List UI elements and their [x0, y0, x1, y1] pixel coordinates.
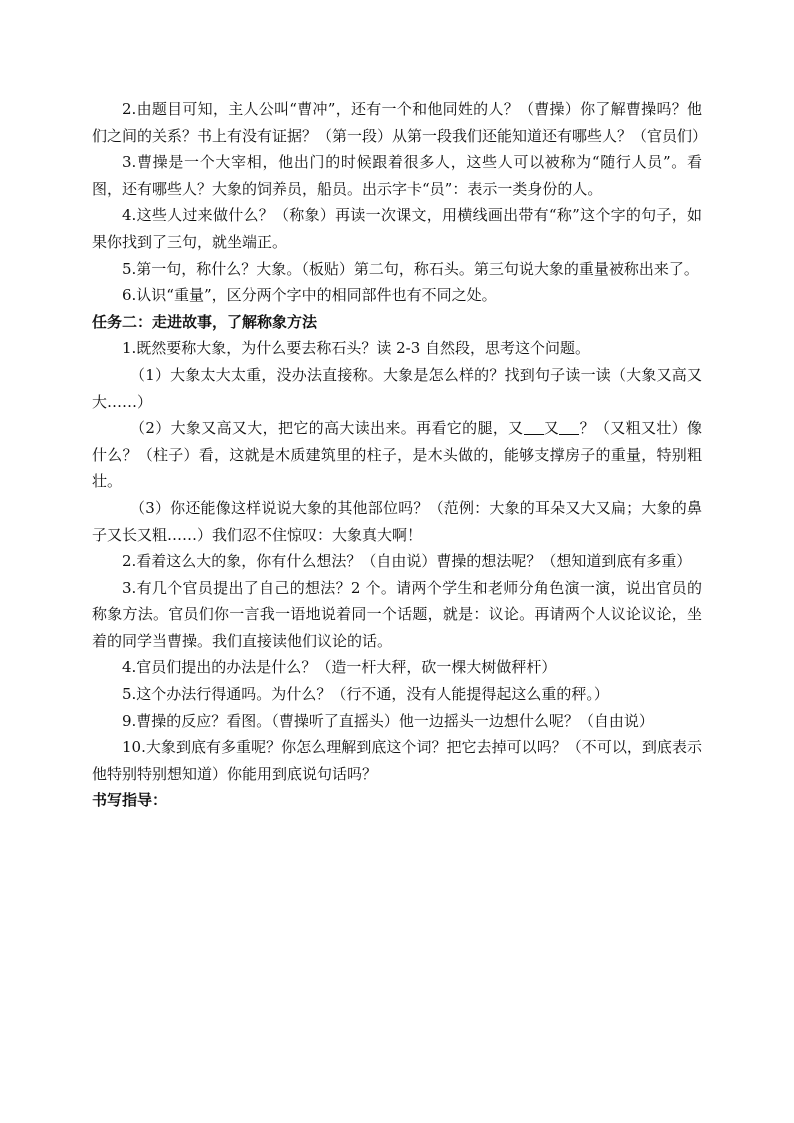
task2-item-2: 2.看着这么大的象，你有什么想法？（自由说）曹操的想法呢？（想知道到底有多重） — [122, 552, 692, 571]
task2-sub-2-part-a: （2）大象又高又大，把它的高大读出来。再看它的腿，又 — [130, 419, 524, 438]
task2-sub-3: （3）你还能像这样说说大象的其他部位吗？（范例：大象的耳朵又大又扁；大象的鼻子又长又粗……）我们忍不住惊叹：大象真大啊！ — [92, 498, 702, 544]
paragraph-5: 5.第一句，称什么？大象。（板贴）第二句，称石头。第三句说大象的重量被称出来了。 — [122, 259, 699, 278]
task2-sub-2-part-c: ？（又粗又壮）像什么？（柱子）看，这就是木质建筑里的柱子，是木头做的，能够支撑房子的重量，特别粗壮。 — [92, 419, 702, 491]
paragraph-2: 2.由题目可知，主人公叫“曹冲”，还有一个和他同姓的人？（曹操）你了解曹操吗？他们之间的关系？书上有没有证据？（第一段）从第一段我们还能知道还有哪些人？（官员们） — [92, 100, 708, 145]
fill-blank-2 — [559, 420, 579, 435]
task2-sub-2-part-b: 又 — [543, 419, 560, 438]
writing-guidance-heading: 书写指导： — [92, 791, 168, 810]
paragraph-3: 3.曹操是一个大宰相，他出门的时候跟着很多人，这些人可以被称为“随行人员”。看图，还有哪些人？大象的饲养员，船员。出示字卡“员”：表示一类身份的人。 — [92, 153, 702, 198]
task2-item-10: 10.大象到底有多重呢？你怎么理解到底这个词？把它去掉可以吗？（不可以，到底表示他特别特别想知道）你能用到底说句话吗？ — [92, 738, 702, 783]
paragraph-4: 4.这些人过来做什么？（称象）再读一次课文，用横线画出带有“称”这个字的句子，如果你找到了三句，就坐端正。 — [92, 206, 702, 251]
task2-item-3: 3.有几个官员提出了自己的想法？2 个。请两个学生和老师分角色演一演，说出官员的称象方法。官员们你一言我一语地说着同一个话题，就是：议论。再请两个人议论议论，坐着的同学当曹操。我们直接读他们议论的话。 — [92, 578, 702, 650]
task-two-heading: 任务二：走进故事，了解称象方法 — [92, 312, 318, 331]
task2-item-4: 4.官员们提出的办法是什么？（造一杆大秤，砍一棵大树做秤杆） — [122, 658, 557, 677]
paragraph-6: 6.认识“重量”，区分两个字中的相同部件也有不同之处。 — [122, 286, 497, 305]
task2-item-9: 9.曹操的反应？看图。（曹操听了直摇头）他一边摇头一边想什么呢？（自由说） — [122, 711, 654, 730]
task2-sub-2 — [92, 415, 702, 495]
fill-blank-1 — [524, 420, 544, 435]
task2-item-5: 5.这个办法行得通吗。为什么？（行不通，没有人能提得起这么重的秤。） — [122, 685, 609, 704]
task2-item-1: 1.既然要称大象，为什么要去称石头？读 2-3 自然段，思考这个问题。 — [122, 339, 591, 358]
document-body — [92, 96, 708, 814]
task2-sub-1: （1）大象太大太重，没办法直接称。大象是怎么样的？找到句子读一读（大象又高又大……） — [92, 365, 702, 411]
